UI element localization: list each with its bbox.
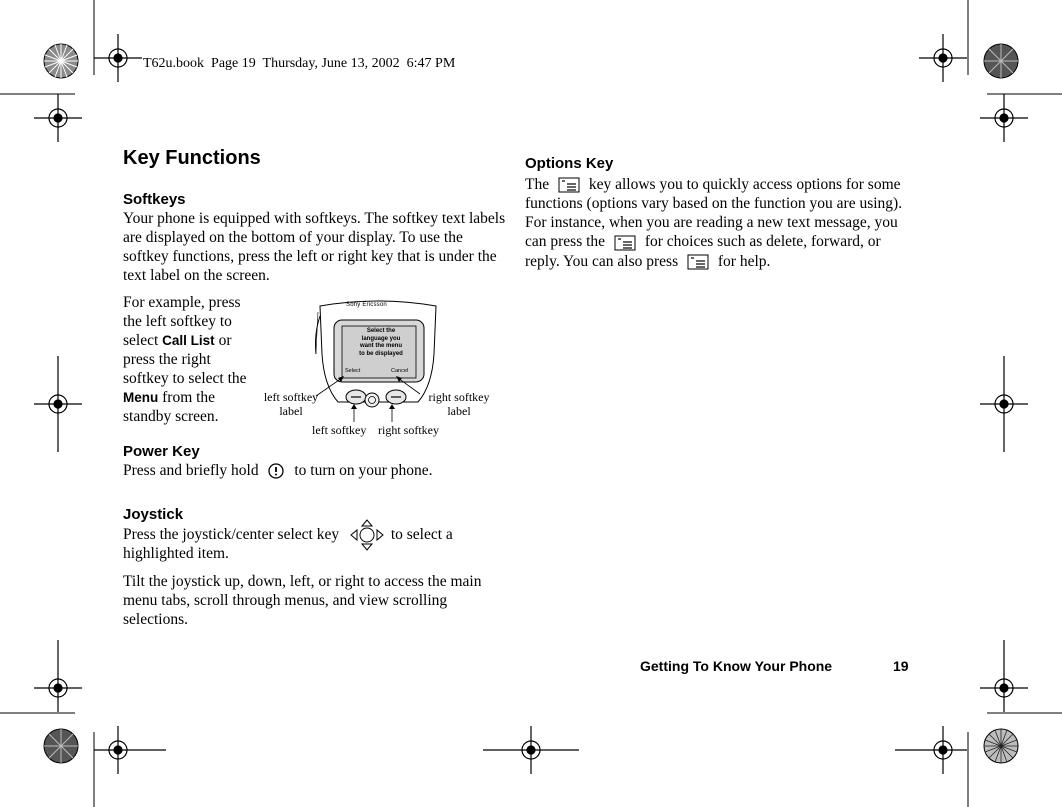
- screen-right-label: Cancel: [391, 368, 409, 374]
- page-number: 19: [893, 658, 909, 674]
- joystick-text: Press the joystick/center select key to select a highlighted item.: [123, 525, 508, 563]
- menu-term: Menu: [123, 390, 159, 405]
- label-right-softkey: right softkey: [378, 423, 439, 437]
- joystick-heading: Joystick: [123, 506, 184, 523]
- phone-figure: [258, 294, 498, 442]
- softkeys-heading: Softkeys: [123, 191, 186, 208]
- label-left-softkey: left softkey: [312, 423, 367, 437]
- page-title: Key Functions: [123, 147, 261, 169]
- joystick-paragraph: Tilt the joystick up, down, left, or right to access the main menu tabs, scroll through menus, and view scrolling selections.: [123, 573, 482, 628]
- joystick-icon: [349, 518, 385, 552]
- label-left-softkey-label: left softkey label: [263, 390, 319, 418]
- screen-left-label: Select: [345, 368, 361, 374]
- softkeys-example: For example, press the left softkey to select Call List or press the right softkey to select the Menu from the standby screen.: [123, 294, 247, 425]
- power-icon: [266, 462, 286, 480]
- options-key-heading: Options Key: [525, 155, 614, 172]
- label-right-softkey-label: right softkey label: [428, 390, 490, 418]
- phone-illustration: [258, 294, 498, 442]
- call-list-term: Call List: [162, 333, 215, 348]
- options-key-icon: [613, 234, 637, 252]
- power-key-text: Press and briefly hold to turn on your phone.: [123, 462, 433, 479]
- phone-brand: Sony Ericsson: [346, 302, 387, 308]
- options-key-icon: [557, 176, 581, 194]
- power-key-heading: Power Key: [123, 443, 200, 460]
- options-key-icon: [686, 253, 710, 271]
- softkeys-paragraph: Your phone is equipped with softkeys. The softkey text labels are displayed on the bottom of your display. To use the softkey functions, press the left or right key that is under the text label on the screen.: [123, 210, 506, 284]
- footer-section: Getting To Know Your Phone: [640, 658, 833, 674]
- header-note: T62u.book Page 19 Thursday, June 13, 2002 6:47 PM: [143, 56, 456, 71]
- options-key-text: The key allows you to quickly access options for some functions (options vary based on the function you are using). For instance, when you are reading a new text message, you can press the for choices such as delete, forward, or reply. You can also press for help.: [525, 176, 903, 270]
- phone-screen-text: Select the language you want the menu to be displayed: [359, 328, 403, 357]
